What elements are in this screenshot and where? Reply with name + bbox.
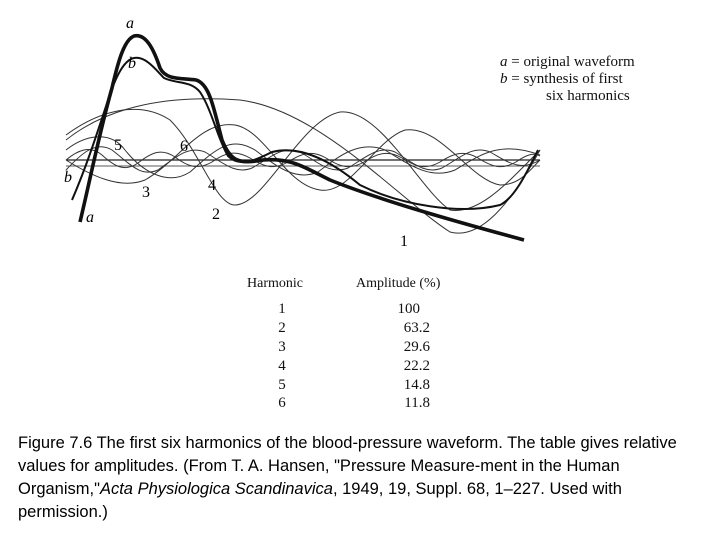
label-harmonic-4: 4 xyxy=(208,177,216,194)
table-harmonic-cell: 6 xyxy=(278,395,286,411)
legend-row-b xyxy=(500,71,635,88)
table-harmonic-cell: 3 xyxy=(278,339,286,355)
table-harmonic-cell: 1 xyxy=(278,301,286,317)
label-a-bottom: a xyxy=(86,209,94,226)
label-harmonic-5: 5 xyxy=(114,137,122,154)
harmonic-4-curve xyxy=(66,137,540,178)
table-amplitude-cell: 14.8 xyxy=(403,377,430,393)
legend-row-b-cont: six harmonics xyxy=(546,88,630,104)
table-harmonic-cell: 5 xyxy=(278,377,286,393)
caption-journal: Acta Physiologica Scandinavica xyxy=(99,480,333,498)
caption-text-end: , 1949, 19, Suppl. 68, 1–227. Used with permission.) xyxy=(18,480,622,521)
legend-b-symbol: b xyxy=(500,71,508,87)
label-harmonic-1: 1 xyxy=(400,233,408,250)
label-a-top: a xyxy=(126,15,134,32)
label-b-left: b xyxy=(64,169,72,186)
figure-caption xyxy=(18,432,708,524)
table-amplitude-cell: 63.2 xyxy=(403,320,430,336)
table-harmonic-cell: 4 xyxy=(278,358,286,374)
legend-b-text: = synthesis of first xyxy=(507,71,623,87)
table-amplitude-cell: 22.2 xyxy=(403,358,430,374)
legend-row-a xyxy=(500,54,635,71)
table-header-amplitude: Amplitude (%) xyxy=(356,276,441,291)
table-harmonic-cell: 2 xyxy=(278,320,286,336)
label-harmonic-3: 3 xyxy=(142,184,150,201)
table-amplitude-cell: 100 xyxy=(397,301,420,317)
table-amplitude-cell: 11.8 xyxy=(404,395,430,411)
legend-a-symbol: a xyxy=(500,54,508,70)
label-b-top: b xyxy=(128,55,136,72)
label-harmonic-6: 6 xyxy=(180,138,188,155)
table-header-harmonic: Harmonic xyxy=(247,276,303,291)
harmonic-3-curve xyxy=(66,125,540,191)
label-harmonic-2: 2 xyxy=(212,206,220,223)
figure-legend xyxy=(500,54,635,105)
legend-a-text: = original waveform xyxy=(507,54,635,70)
table-amplitude-cell: 29.6 xyxy=(403,339,430,355)
caption-text-start: Figure 7.6 The first six harmonics of the blood-pressure waveform. The table gives relative values for amplitudes. (From T. A. Hansen, "Pressure Measure-ment in the Human Organism," xyxy=(18,434,677,498)
